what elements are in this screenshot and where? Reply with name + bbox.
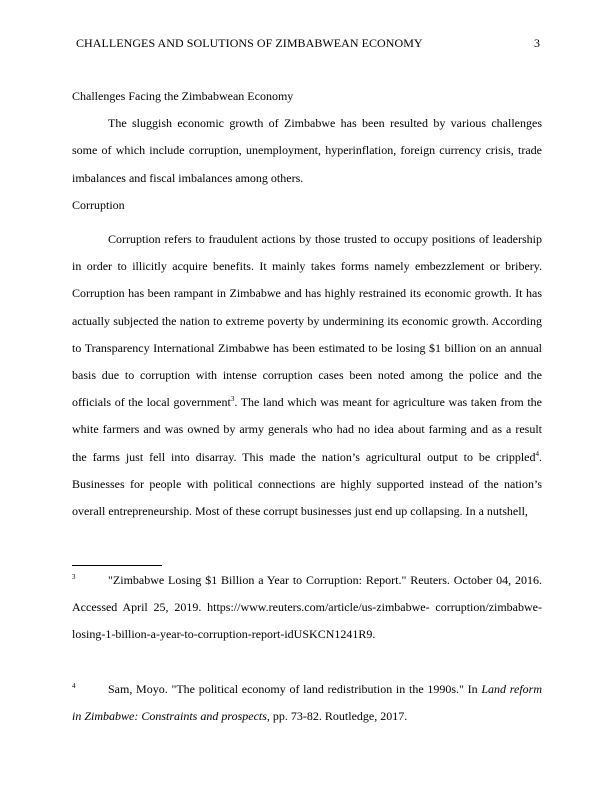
footnote-text: Sam, Moyo. "The political economy of land redistribution in the 1990s." In: [108, 681, 482, 696]
footnote-text: , pp. 73-82. Routledge, 2017.: [266, 708, 408, 723]
footnote-separator: [72, 565, 162, 566]
footnote-ref-3[interactable]: 3: [230, 395, 235, 404]
footnote-3: 3 "Zimbabwe Losing $1 Billion a Year to Corruption: Report." Reuters. October 04, 2016. Accessed April 25, 2019. https://www.reuters.com/article/us-zimbabwe- corruption/zimbabwe-losing-1-billion-a-year-to-corruption-report-idUSKCN1241R9.: [72, 573, 542, 642]
footnote-ref-4[interactable]: 4: [535, 449, 539, 458]
subheading-corruption: Corruption: [72, 197, 125, 212]
running-title: CHALLENGES AND SOLUTIONS OF ZIMBABWEAN ECONOMY: [76, 36, 423, 50]
section-heading: Challenges Facing the Zimbabwean Economy: [72, 89, 294, 103]
footnotes: [72, 567, 542, 730]
corruption-paragraph: [72, 226, 542, 525]
paragraph-text: . The land which was meant for agriculture was taken from the white farmers and was owned by army generals who had no idea about farming and as a result the farms just fell into disarray. This made the nation’s agricultural output to be crippled: [72, 395, 542, 464]
footnote-4: 4 Sam, Moyo. "The political economy of land redistribution in the 1990s." In Land reform in Zimbabwe: Constraints and prospects, pp. 73-82. Routledge, 2017.: [72, 681, 542, 723]
document-body: [72, 83, 542, 525]
footnote-text: "Zimbabwe Losing $1 Billion a Year to Corruption: Report." Reuters. October 04, 2016. Accessed April 25, 2019. https://www.reuters.com/article/us-zimbabwe- corruption/zimbabwe-losing-1-billion-a-year-to-corruption-report-idUSKCN1241R9.: [72, 573, 542, 642]
page-number: 3: [534, 36, 540, 50]
paragraph-text: Corruption refers to fraudulent actions by those trusted to occupy positions of leadership in order to illicitly acquire benefits. It mainly takes forms namely embezzlement or bribery. Corruption has been rampant in Zimbabwe and has highly restrained its economic growth. It has actually subjected the nation to extreme poverty by undermining its economic growth. According to Transparency International Zimbabwe has been estimated to be losing $1 billion on an annual basis due to corruption with intense corruption cases been noted among the police and the officials of the local government: [72, 232, 542, 410]
paragraph-text: . Businesses for people with political connections are highly supported instead of the nation’s overall entrepreneurship. Most of these corrupt businesses just end up collapsing. In a nutshell,: [72, 449, 542, 519]
footnote-book-title: Land reform in Zimbabwe: Constraints and prospects: [72, 681, 542, 723]
intro-paragraph: The sluggish economic growth of Zimbabwe has been resulted by various challenges some of which include corruption, unemployment, hyperinflation, foreign currency crisis, trade imbalances and fiscal imbalances among others.: [72, 116, 542, 185]
